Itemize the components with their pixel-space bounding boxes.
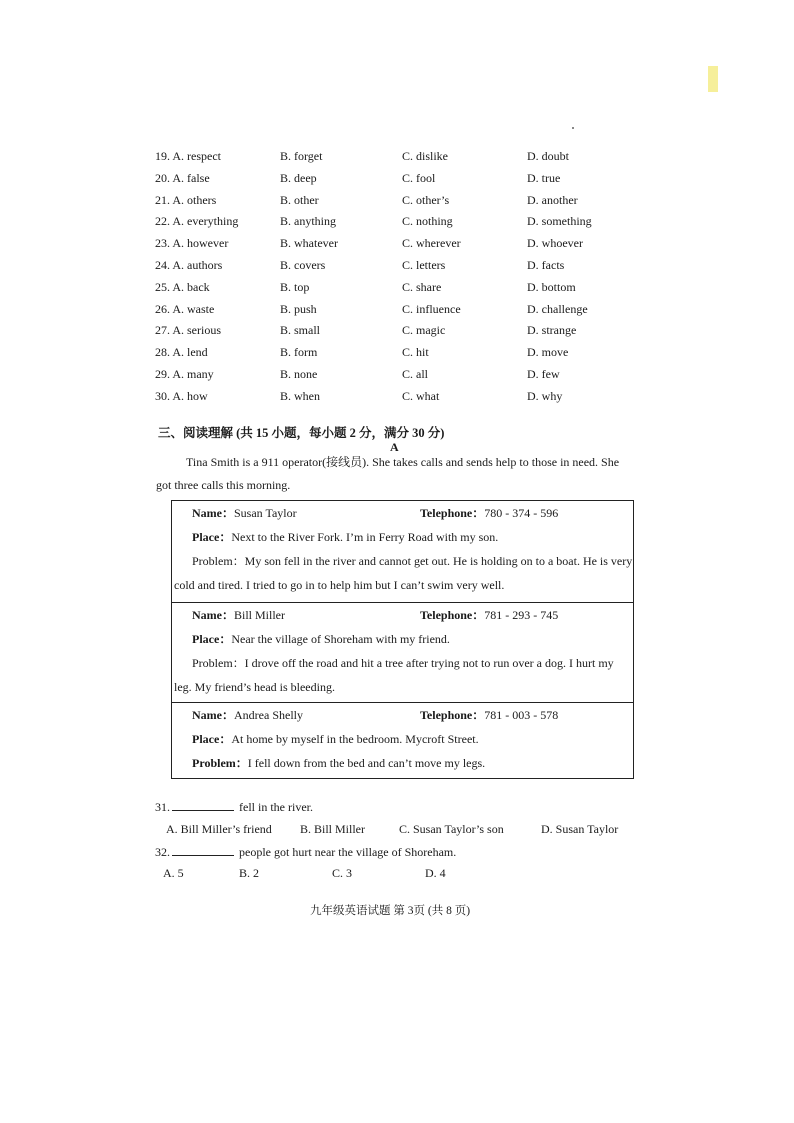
option-d: D. another [527, 192, 578, 207]
telephone-field [420, 501, 558, 525]
place-label: Place： [192, 632, 232, 646]
option-row-27 [155, 320, 625, 342]
problem-label: Problem： [192, 656, 245, 670]
option-a: 27. A. serious [155, 323, 221, 338]
option-a: 28. A. lend [155, 345, 208, 360]
call-place-line [172, 727, 633, 751]
option-row-23 [155, 233, 625, 255]
problem-label: Problem： [192, 756, 248, 770]
page-footer: 九年级英语试题 第 3页 (共 8 页) [310, 905, 471, 917]
option-a: 23. A. however [155, 236, 229, 251]
cloze-options [155, 146, 625, 408]
option-c: C. magic [402, 323, 446, 338]
choice-d: D. 4 [425, 866, 446, 880]
option-a: 30. A. how [155, 388, 208, 403]
option-c: C. wherever [402, 236, 461, 251]
choice-d: D. Susan Taylor [541, 822, 619, 836]
option-d: D. why [527, 388, 563, 403]
option-row-28 [155, 342, 625, 364]
call-name-line [172, 603, 633, 627]
name-label: Name： [192, 506, 234, 520]
option-b: B. covers [280, 257, 326, 272]
option-d: D. facts [527, 257, 565, 272]
choice-a: A. Bill Miller’s friend [166, 822, 272, 836]
option-d: D. strange [527, 323, 577, 338]
call-name-line [172, 501, 633, 525]
caller-name: Andrea Shelly [234, 708, 303, 722]
option-a: 19. A. respect [155, 149, 221, 163]
option-d: D. whoever [527, 236, 583, 251]
option-b: B. top [280, 279, 310, 294]
place-label: Place： [192, 732, 232, 746]
call-record-1 [171, 500, 634, 603]
telephone-label: Telephone： [420, 608, 485, 622]
option-row-26 [155, 299, 625, 321]
option-row-29 [155, 364, 625, 386]
call-record-3 [171, 702, 634, 779]
option-row-20 [155, 168, 625, 190]
option-d: D. move [527, 345, 569, 360]
scan-speck [572, 127, 574, 129]
option-b: B. when [280, 388, 320, 403]
option-a: 29. A. many [155, 366, 214, 381]
telephone-label: Telephone： [420, 506, 485, 520]
option-b: B. push [280, 301, 317, 316]
choice-c: C. 3 [332, 866, 353, 880]
option-b: B. whatever [280, 236, 338, 251]
option-row-19 [155, 146, 625, 168]
question-32 [155, 844, 456, 860]
option-a: 24. A. authors [155, 257, 223, 272]
option-c: C. fool [402, 170, 436, 185]
option-c: C. what [402, 388, 440, 403]
option-c: C. share [402, 279, 442, 294]
call-problem-line [172, 751, 633, 775]
option-a: 25. A. back [155, 279, 210, 294]
passage-intro: Tina Smith is a 911 operator(接线员). She takes calls and sends help to those in need. She got three calls this morning. [156, 455, 620, 492]
telephone-label: Telephone： [420, 708, 485, 722]
place-label: Place： [192, 530, 232, 544]
name-label: Name： [192, 708, 234, 722]
caller-name: Bill Miller [234, 608, 285, 622]
call-problem-line [172, 549, 633, 597]
call-place-line [172, 525, 633, 549]
telephone-number: 781 - 293 - 745 [484, 608, 559, 622]
question-stem: fell in the river. [239, 800, 313, 814]
option-row-24 [155, 255, 625, 277]
call-record-2 [171, 602, 634, 703]
option-a: 22. A. everything [155, 214, 239, 229]
option-c: C. letters [402, 257, 446, 272]
telephone-number: 780 - 374 - 596 [484, 506, 559, 520]
call-place: At home by myself in the bedroom. Mycroft Street. [231, 732, 479, 746]
option-row-22 [155, 211, 625, 233]
choice-a: A. 5 [163, 866, 184, 880]
call-name-line [172, 703, 633, 727]
question-stem: people got hurt near the village of Shoreham. [239, 845, 457, 859]
question-31 [155, 799, 313, 815]
telephone-field [420, 703, 558, 727]
call-place-line [172, 627, 633, 651]
call-problem-line [172, 651, 633, 699]
part-letter: A [390, 440, 399, 454]
call-problem: I fell down from the bed and can’t move my legs. [247, 756, 486, 770]
option-b: B. small [280, 323, 321, 338]
option-b: B. none [280, 366, 318, 381]
option-b: B. form [280, 345, 318, 360]
answer-blank [172, 799, 234, 811]
option-b: B. deep [280, 170, 317, 185]
section-title: 三、阅读理解 (共 15 小题，每小题 2 分，满分 30 分) [158, 426, 445, 440]
option-c: C. influence [402, 301, 461, 316]
option-row-21 [155, 190, 625, 212]
option-c: C. all [402, 366, 428, 381]
option-c: C. hit [402, 345, 429, 360]
call-problem: I drove off the road and hit a tree after trying not to run over a dog. I hurt my leg. My friend’s head is bleeding. [174, 656, 614, 694]
option-a: 26. A. waste [155, 301, 215, 316]
option-row-30 [155, 386, 625, 408]
option-c: C. nothing [402, 214, 453, 229]
option-a: 21. A. others [155, 192, 217, 207]
answer-blank [172, 844, 234, 856]
call-place: Near the village of Shoreham with my friend. [231, 632, 450, 646]
question-number: 31. [155, 800, 170, 814]
option-d: D. bottom [527, 279, 576, 294]
option-c: C. dislike [402, 149, 449, 163]
option-d: D. doubt [527, 149, 569, 163]
choice-c: C. Susan Taylor’s son [399, 822, 504, 836]
call-place: Next to the River Fork. I’m in Ferry Road with my son. [231, 530, 499, 544]
telephone-field [420, 603, 558, 627]
option-b: B. other [280, 192, 319, 207]
problem-label: Problem： [192, 554, 245, 568]
question-number: 32. [155, 845, 170, 859]
choice-b: B. Bill Miller [300, 822, 366, 836]
call-problem: My son fell in the river and cannot get out. He is holding on to a boat. He is very cold and tired. I tried to go in to help him but I can’t swim very well. [174, 554, 633, 592]
option-c: C. other’s [402, 192, 450, 207]
option-d: D. few [527, 366, 560, 381]
highlight-marker [708, 66, 718, 92]
option-a: 20. A. false [155, 170, 210, 185]
option-b: B. anything [280, 214, 336, 229]
choice-b: B. 2 [239, 866, 260, 880]
name-label: Name： [192, 608, 234, 622]
option-d: D. true [527, 170, 561, 185]
option-d: D. challenge [527, 301, 588, 316]
caller-name: Susan Taylor [234, 506, 297, 520]
option-row-25 [155, 277, 625, 299]
option-b: B. forget [280, 149, 323, 163]
option-d: D. something [527, 214, 592, 229]
telephone-number: 781 - 003 - 578 [484, 708, 559, 722]
